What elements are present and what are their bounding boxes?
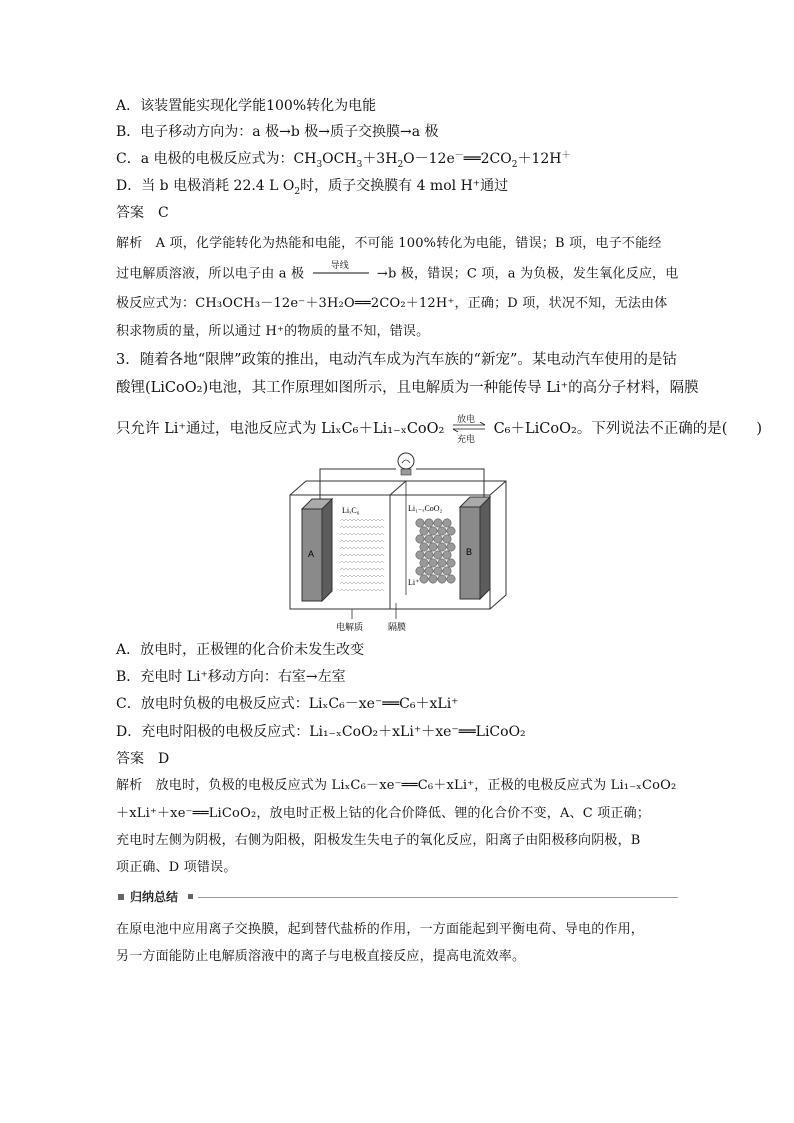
q3-stem-2: 酸锂(LiCoO₂)电池，其工作原理如图所示，且电解质为一种能传导 Li⁺的高分子材料，隔膜 bbox=[116, 380, 699, 396]
q3-option-d: D．充电时阳极的电极反应式：Li₁₋ₓCoO₂＋xLi⁺＋xe⁻══LiCoO₂ bbox=[116, 724, 526, 740]
graphite-layer bbox=[340, 540, 384, 542]
lattice-sphere bbox=[443, 519, 451, 527]
q2-analysis-2-pre: 过电解质溶液，所以电子由 a 极 bbox=[116, 266, 305, 282]
graphite-layer bbox=[340, 519, 384, 521]
q2-option-c-text: C．a 电极的电极反应式为：CH bbox=[116, 151, 317, 167]
lattice-sphere bbox=[438, 543, 446, 551]
wire-left bbox=[320, 469, 396, 501]
lattice-sphere bbox=[443, 567, 451, 575]
q2-answer: 答案 C bbox=[116, 205, 169, 221]
wire-right bbox=[416, 469, 484, 501]
lattice-sphere bbox=[416, 535, 424, 543]
q2-analysis-1: 解析 A 项，化学能转化为热能和电能，不可能 100%转化为电能，错误；B 项，电子不能经 bbox=[116, 236, 662, 251]
lattice-sphere bbox=[429, 527, 437, 535]
q2-option-c: C．a 电极的电极反应式为：$CH_3OCH_3+3H_2O-12e^-══2CO_2+12H^+$ bbox=[116, 150, 571, 170]
ion-label: Li⁺ bbox=[408, 578, 420, 587]
q3-analysis-3: 充电时左侧为阴极，右侧为阳极，阳极发生失电子的氧化反应，阳离子由阳极移向阴极，B bbox=[116, 833, 641, 848]
q2-analysis-2 bbox=[116, 261, 679, 285]
lattice-sphere bbox=[416, 567, 424, 575]
graphite-layer bbox=[340, 554, 384, 556]
summary-title: 归纳总结 bbox=[130, 890, 179, 904]
charge-label: 充电 bbox=[456, 435, 475, 445]
cobalt-oxide-spheres bbox=[416, 519, 455, 583]
graphite-layer bbox=[340, 582, 384, 584]
q2-analysis-2-post: →b 极，错误；C 项，a 为负极，发生氧化反应，电 bbox=[376, 266, 679, 282]
lattice-sphere bbox=[425, 535, 433, 543]
q3-stem-1: 3．随着各地“限牌”政策的推出，电动汽车成为汽车族的“新宠”。某电动汽车使用的是钴 bbox=[116, 352, 677, 368]
lattice-sphere bbox=[434, 567, 442, 575]
q3-option-a: A．放电时，正极锂的化合价未发生改变 bbox=[116, 642, 365, 658]
summary-line-2: 另一方面能防止电解质溶液中的离子与电极直接反应，提高电流效率。 bbox=[116, 949, 526, 964]
lattice-sphere bbox=[438, 575, 446, 583]
lattice-sphere bbox=[447, 543, 455, 551]
electrode-b-label: B bbox=[466, 547, 473, 557]
lattice-sphere bbox=[447, 559, 455, 567]
summary-rule bbox=[198, 897, 678, 898]
electrode-b bbox=[460, 497, 490, 599]
left-material-label: LiₓC₆ bbox=[342, 506, 360, 515]
right-material-label: Li₁₋ₓCoO₂ bbox=[408, 504, 443, 513]
lattice-sphere bbox=[420, 559, 428, 567]
q2-analysis-3: 极反应式为：CH₃OCH₃－12e⁻＋3H₂O══2CO₂＋12H⁺，正确；D 项，状况不知，无法由体 bbox=[116, 296, 668, 311]
lattice-sphere bbox=[416, 519, 424, 527]
q3-answer: 答案 D bbox=[116, 751, 170, 767]
membrane-label: 隔膜 bbox=[388, 622, 407, 632]
lattice-sphere bbox=[425, 519, 433, 527]
lattice-sphere bbox=[420, 527, 428, 535]
graphite-layer bbox=[340, 568, 384, 570]
q3-stem-3-pre: 只允许 Li⁺通过，电池反应式为 LiₓC₆＋Li₁₋ₓCoO₂ bbox=[116, 421, 445, 437]
graphite-layer bbox=[340, 526, 384, 528]
lattice-sphere bbox=[447, 527, 455, 535]
lattice-sphere bbox=[443, 535, 451, 543]
battery-diagram bbox=[284, 443, 514, 633]
lattice-sphere bbox=[438, 527, 446, 535]
lattice-sphere bbox=[447, 575, 455, 583]
q3-analysis-1: 解析 放电时，负极的电极反应式为 LiₓC₆－xe⁻══C₆＋xLi⁺，正极的电极反应式为 Li₁₋ₓCoO₂ bbox=[116, 778, 677, 793]
electrode-a bbox=[302, 499, 332, 601]
reversible-arrow bbox=[451, 415, 487, 445]
q2-option-b: B．电子移动方向为：a 极→b 极→质子交换膜→a 极 bbox=[116, 124, 439, 140]
q2-option-d: D．当 b 电极消耗 22.4 L $O_2$时，质子交换膜有 4 mol H⁺通过 bbox=[116, 178, 509, 197]
q2-option-a: A．该装置能实现化学能100%转化为电能 bbox=[116, 98, 377, 114]
discharge-label: 放电 bbox=[456, 415, 475, 425]
lattice-sphere bbox=[425, 567, 433, 575]
lattice-sphere bbox=[425, 551, 433, 559]
summary-header bbox=[116, 891, 678, 905]
lattice-sphere bbox=[429, 575, 437, 583]
q3-stem-3 bbox=[116, 415, 763, 445]
graphite-layer bbox=[340, 575, 384, 577]
q2-option-d-tail: 时，质子交换膜有 4 mol H⁺通过 bbox=[300, 178, 509, 194]
wire-arrow-label: 导线 bbox=[330, 261, 349, 271]
q3-analysis-2: ＋xLi⁺＋xe⁻══LiCoO₂，放电时正极上钴的化合价降低、锂的化合价不变，A、C 项正确； bbox=[116, 806, 651, 821]
bullet-square-icon bbox=[118, 894, 124, 900]
q3-stem-3-post: C₆＋LiCoO₂。下列说法不正确的是( ) bbox=[493, 421, 763, 437]
q3-option-c: C．放电时负极的电极反应式：LiₓC₆－xe⁻══C₆＋xLi⁺ bbox=[116, 696, 459, 712]
lattice-sphere bbox=[429, 543, 437, 551]
electrode-a-label: A bbox=[308, 549, 315, 559]
q3-analysis-4: 项正确、D 项错误。 bbox=[116, 860, 237, 875]
q2-analysis-4: 积求物质的量，所以通过 H⁺的物质的量不知，错误。 bbox=[116, 324, 430, 339]
lattice-sphere bbox=[434, 519, 442, 527]
q2-option-d-text: D．当 b 电极消耗 22.4 L O bbox=[116, 178, 295, 194]
lattice-sphere bbox=[429, 559, 437, 567]
bullet-square-icon bbox=[188, 894, 193, 899]
lattice-sphere bbox=[438, 559, 446, 567]
graphite-layer bbox=[340, 589, 384, 591]
wire-arrow bbox=[309, 261, 373, 284]
lattice-sphere bbox=[420, 543, 428, 551]
lattice-sphere bbox=[434, 535, 442, 543]
q3-option-b: B．充电时 Li⁺移动方向：右室→左室 bbox=[116, 669, 346, 685]
bulb-icon bbox=[398, 453, 414, 475]
graphite-layer bbox=[340, 533, 384, 535]
lattice-sphere bbox=[420, 575, 428, 583]
lattice-sphere bbox=[434, 551, 442, 559]
lattice-sphere bbox=[443, 551, 451, 559]
electrolyte-label: 电解质 bbox=[336, 622, 364, 632]
summary-line-1: 在原电池中应用离子交换膜，起到替代盐桥的作用，一方面能起到平衡电荷、导电的作用， bbox=[116, 922, 645, 937]
graphite-layers bbox=[340, 519, 384, 591]
graphite-layer bbox=[340, 547, 384, 549]
lattice-sphere bbox=[416, 551, 424, 559]
graphite-layer bbox=[340, 561, 384, 563]
